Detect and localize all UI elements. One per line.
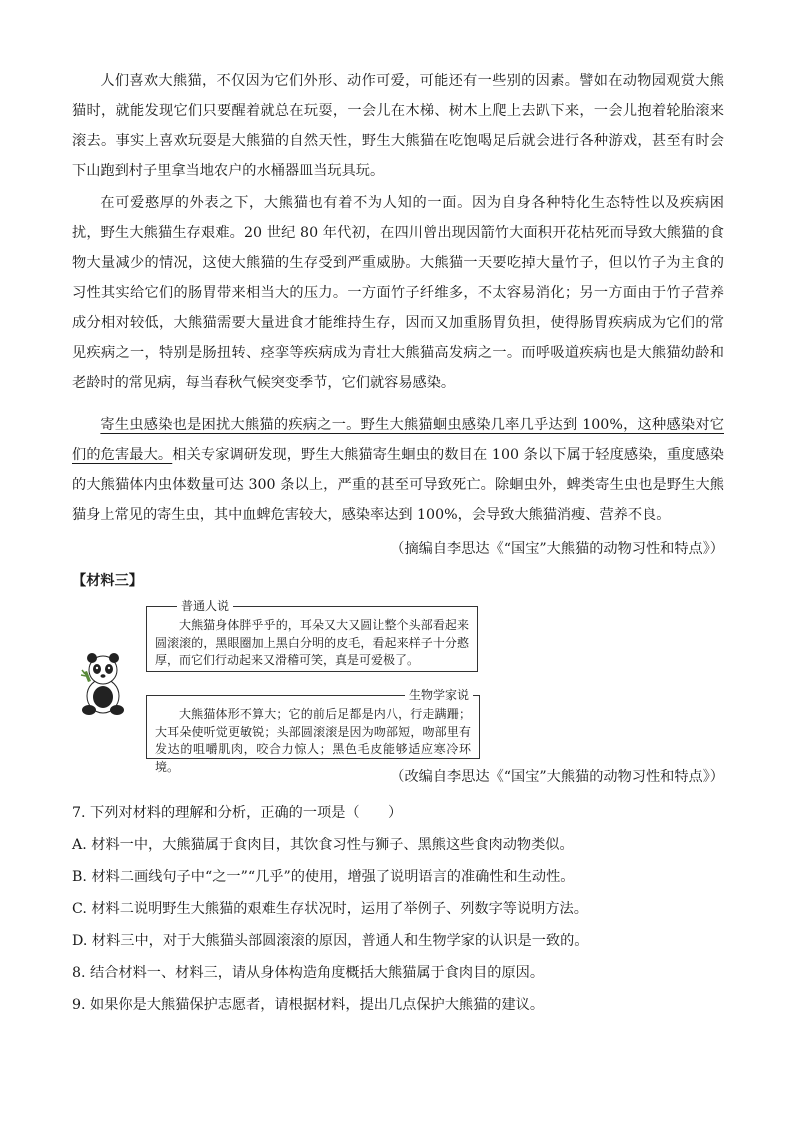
paragraph-3-rest: 相关专家调研发现，野生大熊猫寄生蛔虫的数目在 100 条以下属于轻度感染，重度感染的大熊猫体内虫体数量可达 300 条以上，严重的甚至可导致死亡。除蛔虫外，蜱类寄生虫也是野生大熊猫身上常见的寄生虫，其中血蜱危害较大，感染率达到 100%，会导致大熊猫消瘦、营养不良。 — [72, 447, 724, 523]
material2-paragraph-1: 人们喜欢大熊猫，不仅因为它们外形、动作可爱，可能还有一些别的因素。譬如在动物园观赏大熊猫时，就能发现它们只要醒着就总在玩耍，一会儿在木梯、树木上爬上去趴下来，一会儿抱着轮胎滚来滚去。事实上喜欢玩耍是大熊猫的自然天性，野生大熊猫在吃饱喝足后就会进行各种游戏，甚至有时会下山跑到村子里拿当地农户的水桶器皿当玩具玩。 — [72, 73, 724, 179]
biologist-bubble — [146, 688, 480, 774]
material2-paragraph-2: 在可爱憨厚的外表之下，大熊猫也有着不为人知的一面。因为自身各种特化生态特性以及疾病困扰，野生大熊猫生存艰难。20 世纪 80 年代初，在四川曾出现因箭竹大面积开花枯死而导致大熊猫的食物大量减少的情况，这使大熊猫的生存受到严重威胁。大熊猫一天要吃掉大量竹子，但以竹子为主食的习性其实给它们的肠胃带来相当大的压力。一方面竹子纤维多，不太容易消化；另一方面由于竹子营养成分相对较低，大熊猫需要大量进食才能维持生存，因而又加重肠胃负担，使得肠胃疾病成为它们的常见疾病之一，特别是肠扭转、痉挛等疾病成为青壮大熊猫高发病之一。而呼吸道疾病也是大熊猫幼龄和老龄时的常见病，每当春秋气候突变季节，它们就容易感染。 — [72, 195, 724, 391]
option-a: A. 材料一中，大熊猫属于食肉目，其饮食习性与狮子、黑熊这些食肉动物类似。 — [72, 837, 574, 853]
panda-icon — [80, 652, 126, 716]
question-8: 8. 结合材料一、材料三，请从身体构造角度概括大熊猫属于食肉目的原因。 — [72, 965, 545, 981]
underlined-sentence: 寄生虫感染也是困扰大熊猫的疾病之一。野生大熊猫蛔虫感染几率几乎达到 100%，这种感染对它们的危害最大。 — [72, 417, 724, 463]
material2-source: （摘编自李思达《“国宝”大熊猫的动物习性和特点》） — [390, 541, 724, 557]
ordinary-people-label: 普通人说 — [177, 598, 233, 614]
question-7: 7. 下列对材料的理解和分析，正确的一项是（ ） — [72, 805, 403, 821]
biologist-label: 生物学家说 — [405, 687, 473, 703]
option-c: C. 材料二说明野生大熊猫的艰难生存状况时，运用了举例子、列数字等说明方法。 — [72, 901, 588, 917]
ordinary-people-text: 大熊猫身体胖乎乎的，耳朵又大又圆让整个头部看起来圆滚滚的，黑眼圈加上黑白分明的皮毛，看起来样子十分憨厚，而它们行动起来又滑稽可笑，真是可爱极了。 — [155, 618, 469, 667]
material3-heading: 【材料三】 — [72, 573, 143, 589]
option-b: B. 材料二画线句子中“之一”“几乎”的使用，增强了说明语言的准确性和生动性。 — [72, 869, 575, 885]
biologist-text: 大熊猫体形不算大；它的前后足都是内八，行走蹒跚；大耳朵使听觉更敏锐；头部圆滚滚是因为吻部短，吻部里有发达的咀嚼肌肉，咬合力惊人；黑色毛皮能够适应寒冷环境。 — [155, 707, 471, 774]
material3-source: （改编自李思达《“国宝”大熊猫的动物习性和特点》） — [390, 769, 724, 785]
option-d: D. 材料三中，对于大熊猫头部圆滚滚的原因，普通人和生物学家的认识是一致的。 — [72, 933, 589, 949]
question-9: 9. 如果你是大熊猫保护志愿者，请根据材料，提出几点保护大熊猫的建议。 — [72, 997, 545, 1013]
ordinary-people-bubble — [146, 599, 478, 672]
material2-paragraph-3 — [72, 410, 724, 530]
